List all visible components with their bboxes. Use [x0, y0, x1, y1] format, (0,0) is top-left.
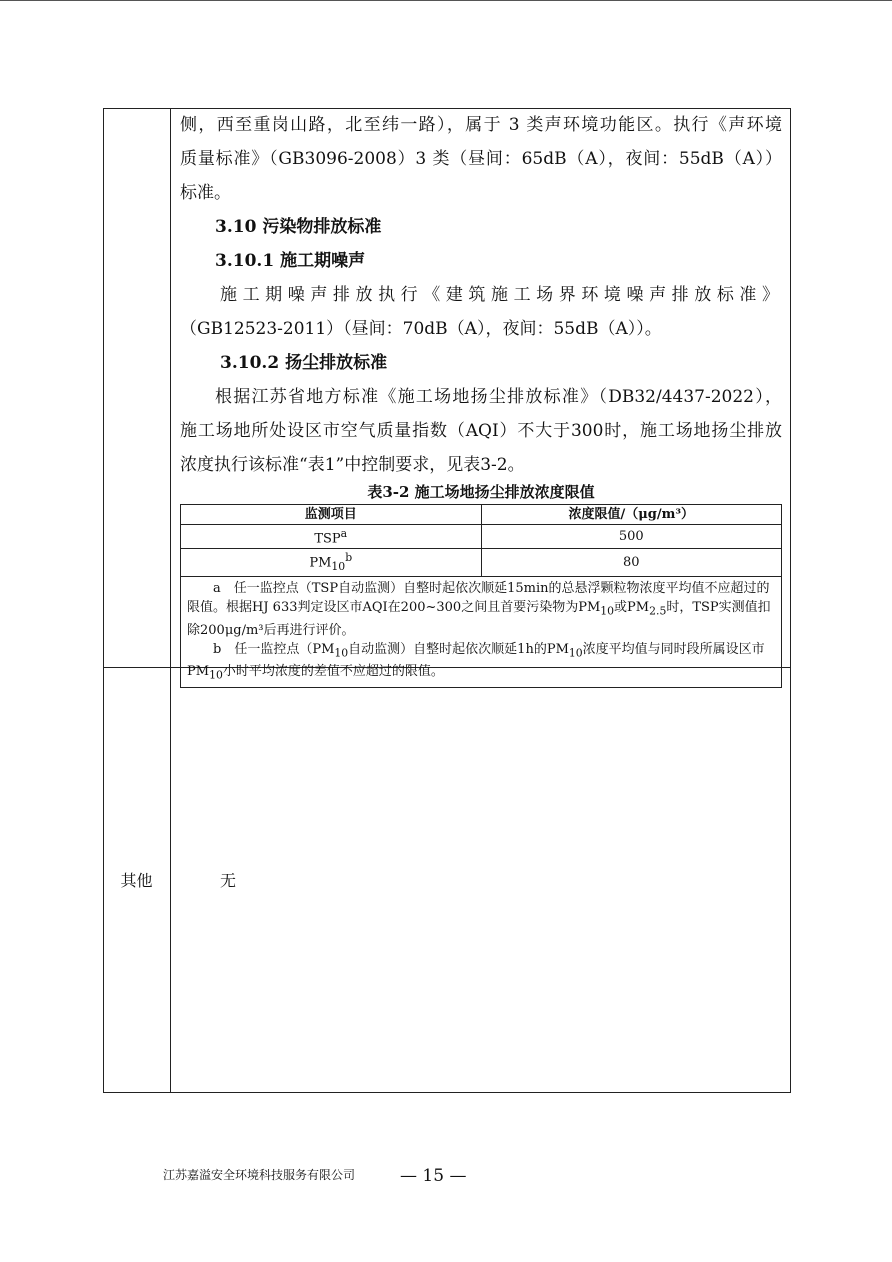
table-row [181, 525, 782, 549]
cell-item-pm10: $PM_{10}^b$ [181, 549, 482, 577]
heading-3-10: 3.10 污染物排放标准 [215, 217, 382, 237]
heading-3-10-1: 3.10.1 施工期噪声 [215, 251, 366, 271]
page-number: — 15 — [400, 1166, 467, 1186]
page-top-rule [0, 0, 892, 1]
table-title: 表3-2 施工场地扬尘排放浓度限值 [367, 483, 595, 501]
table-header-row [181, 505, 782, 525]
heading-3-10-2: 3.10.2 扬尘排放标准 [220, 353, 388, 373]
cell-value-tsp: 500 [481, 525, 782, 549]
other-row-label: 其他 [120, 871, 153, 890]
table-row [181, 549, 782, 577]
note-b: b 任一监控点（$PM_{10}$自动监测）自整时起依次顺延1h的$PM_{10}$浓度平均值与同时段所属设区市$PM_{10}$小时平均浓度的差值不应超过的限值。 [187, 641, 765, 683]
dust-line-1: 根据江苏省地方标准《施工场地扬尘排放标准》（DB32/4437-2022）， [215, 387, 782, 407]
noise-line-2: （GB12523-2011）（昼间：70dB（A），夜间：55dB（A））。 [180, 319, 662, 339]
body-line-1: 侧，西至重岗山路，北至纬一路），属于 3 类声环境功能区。执行《声环境 [180, 115, 782, 135]
dust-line-3: 浓度执行该标准“表1”中控制要求，见表3-2。 [180, 455, 525, 475]
cell-value-pm10: 80 [481, 549, 782, 577]
standards-section [180, 108, 782, 482]
dust-limits-table [180, 504, 782, 688]
body-line-3: 标准。 [180, 183, 231, 203]
footer-company: 江苏嘉溢安全环境科技服务有限公司 [163, 1168, 356, 1182]
cell-item-tsp: TSP$^a$ [181, 525, 482, 549]
column-divider [170, 108, 171, 1093]
table-notes-row [181, 577, 782, 688]
dust-line-2: 施工场地所处设区市空气质量指数（AQI）不大于300时，施工场地扬尘排放 [180, 421, 782, 441]
noise-line-1: 施工期噪声排放执行《建筑施工场界环境噪声排放标准》 [220, 285, 782, 305]
note-a: a 任一监控点（TSP自动监测）自整时起依次顺延15min的总悬浮颗粒物浓度平均值不应超过的限值。根据HJ 633判定设区市AQI在200~300之间且首要污染物为$PM_{10}$或$PM_{2.5}$时，TSP实测值扣除200μg/m³后再进行评价。 [187, 581, 771, 638]
table-notes [181, 577, 782, 688]
body-line-2: 质量标准》（GB3096-2008）3 类（昼间：65dB（A），夜间：55dB（A）） [180, 149, 782, 169]
header-item: 监测项目 [181, 505, 482, 525]
other-row-value: 无 [220, 871, 237, 890]
header-limit: 浓度限值/（μg/m³） [481, 505, 782, 525]
